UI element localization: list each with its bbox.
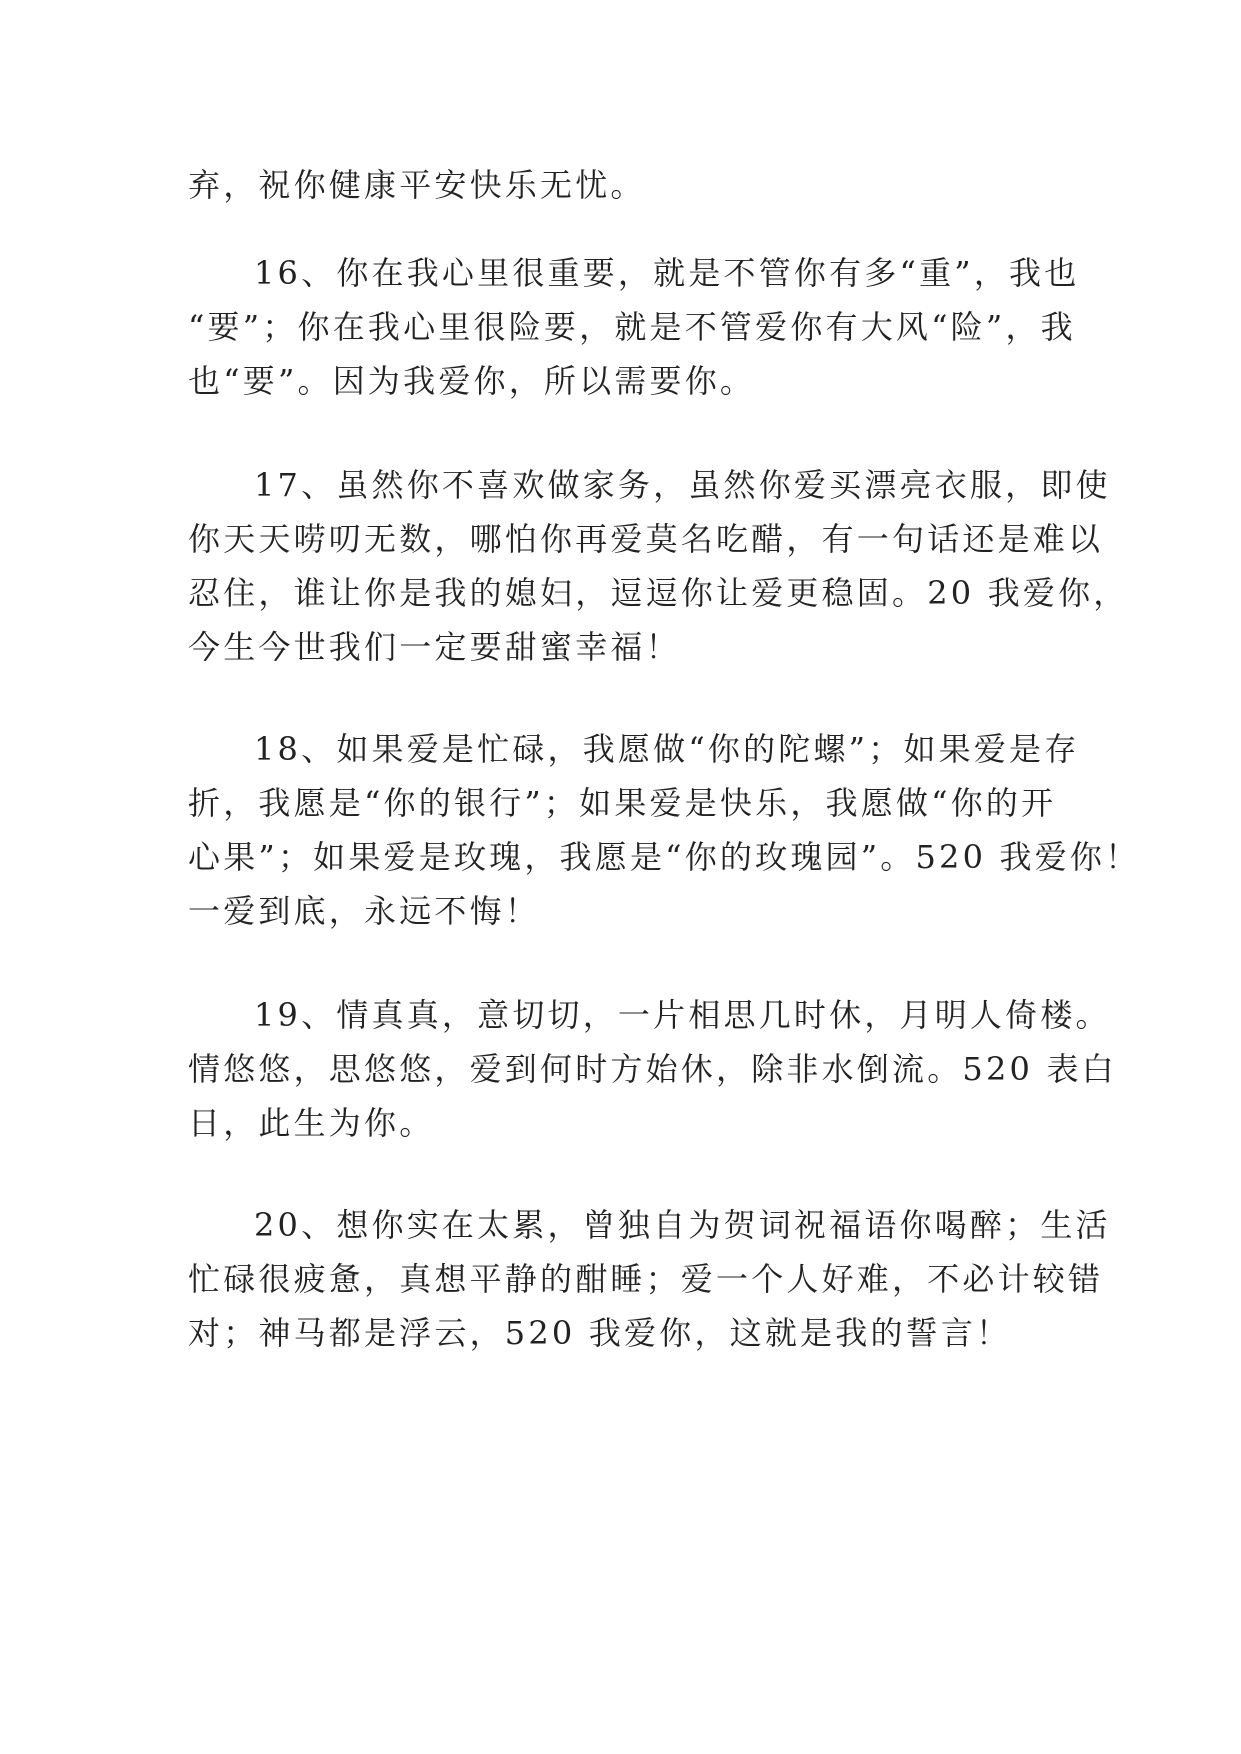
paragraph-20-line-1: 20、想你实在太累，曾独自为贺词祝福语你喝醉；生活 — [254, 1206, 1111, 1244]
paragraph-17-line-1: 17、虽然你不喜欢做家务，虽然你爱买漂亮衣服，即使 — [254, 466, 1111, 504]
paragraph-17-line-4: 今生今世我们一定要甜蜜幸福！ — [188, 628, 681, 666]
paragraph-18-line-2: 折，我愿是“你的银行”；如果爱是快乐，我愿做“你的开 — [188, 784, 1057, 822]
paragraph-15-line-end: 弃，祝你健康平安快乐无忧。 — [188, 166, 646, 204]
paragraph-20-line-3: 对；神马都是浮云，520 我爱你，这就是我的誓言！ — [188, 1314, 1012, 1352]
paragraph-17-line-2: 你天天唠叨无数，哪怕你再爱莫名吃醋，有一句话还是难以 — [188, 520, 1104, 558]
paragraph-19-line-1: 19、情真真，意切切，一片相思几时休，月明人倚楼。 — [254, 996, 1111, 1034]
paragraph-19-line-3: 日，此生为你。 — [188, 1104, 435, 1142]
paragraph-16-line-2: “要”；你在我心里很险要，就是不管爱你有大风“险”，我 — [188, 308, 1076, 346]
paragraph-18-line-4: 一爱到底，永远不悔！ — [188, 892, 541, 930]
paragraph-16-line-3: 也“要”。因为我爱你，所以需要你。 — [188, 362, 756, 400]
paragraph-20-line-2: 忙碌很疲惫，真想平静的酣睡；爱一个人好难，不必计较错 — [188, 1260, 1104, 1298]
paragraph-19-line-2: 情悠悠，思悠悠，爱到何时方始休，除非水倒流。520 表白 — [188, 1050, 1117, 1088]
paragraph-17-line-3: 忍住，谁让你是我的媳妇，逗逗你让爱更稳固。20 我爱你， — [188, 574, 1129, 612]
paragraph-18-line-3: 心果”；如果爱是玫瑰，我愿是“你的玫瑰园”。520 我爱你！ — [188, 838, 1141, 876]
paragraph-18-line-1: 18、如果爱是忙碌，我愿做“你的陀螺”；如果爱是存 — [254, 730, 1080, 768]
paragraph-16-line-1: 16、你在我心里很重要，就是不管你有多“重”，我也 — [254, 254, 1080, 292]
